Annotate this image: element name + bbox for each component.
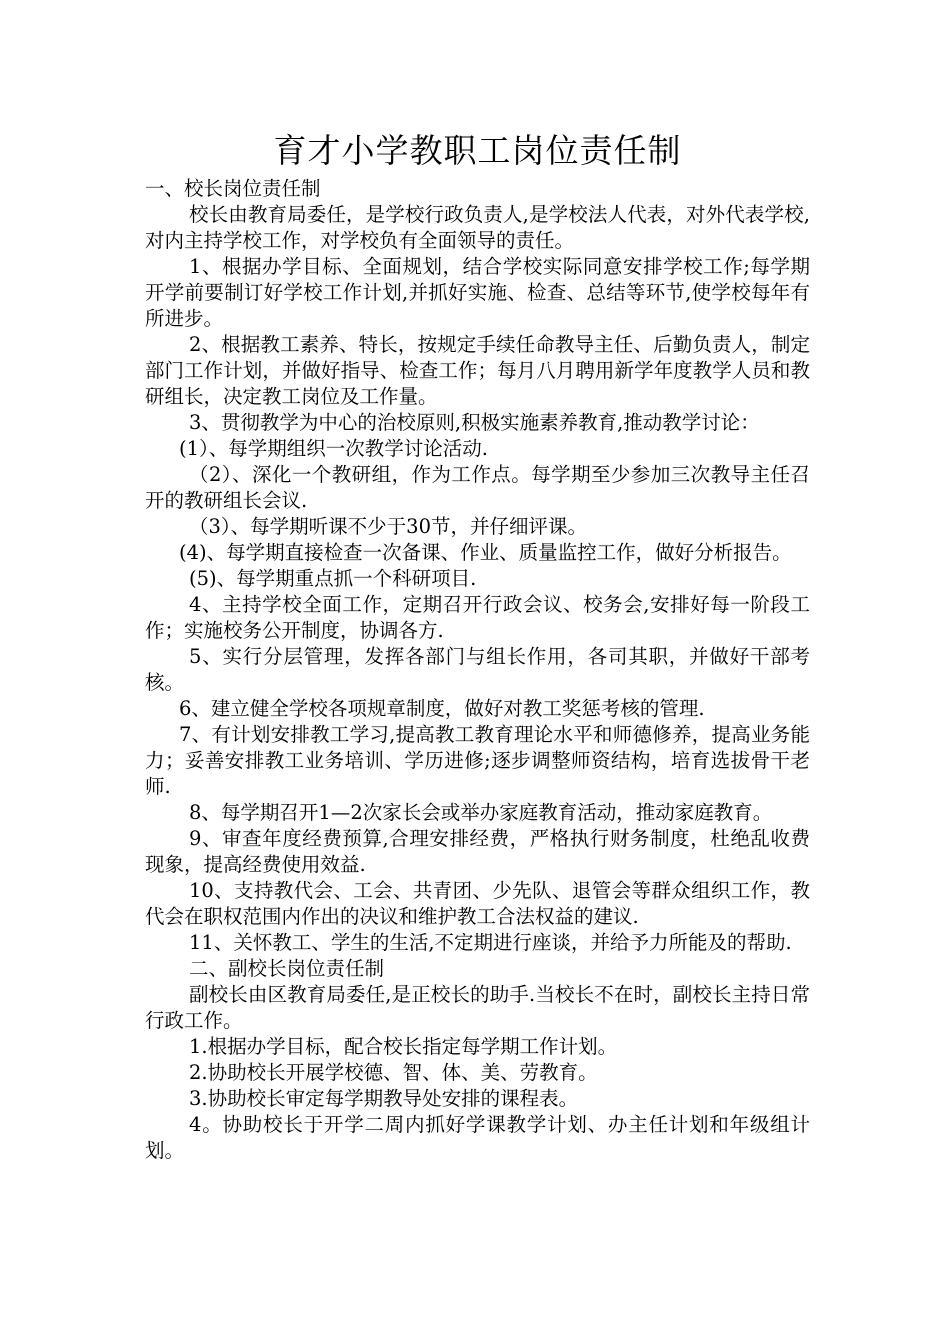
paragraph: 5、实行分层管理，发挥各部门与组长作用，各司其职，并做好干部考核。: [145, 645, 810, 694]
paragraph: 4、主持学校全面工作，定期召开行政会议、校务会,安排好每一阶段工作；实施校务公开制度，协调各方.: [145, 593, 810, 642]
paragraph: 9、审查年度经费预算,合理安排经费，严格执行财务制度，杜绝乱收费现象，提高经费使用效益.: [145, 827, 810, 876]
paragraph: 校长由教育局委任，是学校行政负责人,是学校法人代表，对外代表学校,对内主持学校工作，对学校负有全面领导的责任。: [145, 203, 810, 252]
paragraph: 8、每学期召开1—2次家长会或举办家庭教育活动，推动家庭教育。: [189, 801, 773, 824]
paragraph: （2）、深化一个教研组，作为工作点。每学期至少参加三次教导主任召开的教研组长会议.: [145, 463, 810, 512]
paragraph: (5)、每学期重点抓一个科研项目.: [189, 567, 477, 590]
document-page: [145, 128, 810, 1164]
paragraph: 3.协助校长审定每学期教导处安排的课程表。: [189, 1087, 579, 1110]
page-title: 育才小学教职工岗位责任制: [273, 131, 682, 170]
paragraph: (1）、每学期组织一次教学讨论活动.: [179, 437, 488, 460]
paragraph: 2、根据教工素养、特长，按规定手续任命教导主任、后勤负责人，制定部门工作计划，并做好指导、检查工作；每月八月聘用新学年度教学人员和教研组长，决定教工岗位及工作量。: [145, 333, 810, 408]
paragraph: 1、根据办学目标、全面规划，结合学校实际同意安排学校工作;每学期开学前要制订好学校工作计划,并抓好实施、检查、总结等环节,使学校每年有所进步。: [145, 255, 810, 330]
paragraph: 1.根据办学目标，配合校长指定每学期工作计划。: [189, 1035, 618, 1058]
paragraph: 3、贯彻教学为中心的治校原则,积极实施素养教育,推动教学讨论：: [189, 411, 760, 434]
section-heading-vice-principal: 二、副校长岗位责任制: [189, 957, 385, 980]
paragraph: 6、建立健全学校各项规章制度，做好对教工奖惩考核的管理.: [179, 697, 705, 720]
paragraph: 4。协助校长于开学二周内抓好学课教学计划、办主任计划和年级组计划。: [145, 1113, 810, 1162]
paragraph: （3）、每学期听课不少于30节，并仔细评课。: [189, 515, 587, 538]
section-heading-principal: 一、校长岗位责任制: [145, 177, 321, 200]
paragraph: 11、关怀教工、学生的生活,不定期进行座谈，并给予力所能及的帮助.: [189, 931, 792, 954]
paragraph: 10、支持教代会、工会、共青团、少先队、退管会等群众组织工作，教代会在职权范围内作出的决议和维护教工合法权益的建议.: [145, 879, 810, 928]
paragraph: 7、有计划安排教工学习,提高教工教育理论水平和师德修养，提高业务能力；妥善安排教工业务培训、学历进修;逐步调整师资结构，培育选拔骨干老师.: [145, 723, 810, 798]
paragraph: 2.协助校长开展学校德、智、体、美、劳教育。: [189, 1061, 598, 1084]
paragraph: (4)、每学期直接检查一次备课、作业、质量监控工作，做好分析报告。: [179, 541, 792, 564]
paragraph: 副校长由区教育局委任,是正校长的助手.当校长不在时，副校长主持日常行政工作。: [145, 983, 810, 1032]
